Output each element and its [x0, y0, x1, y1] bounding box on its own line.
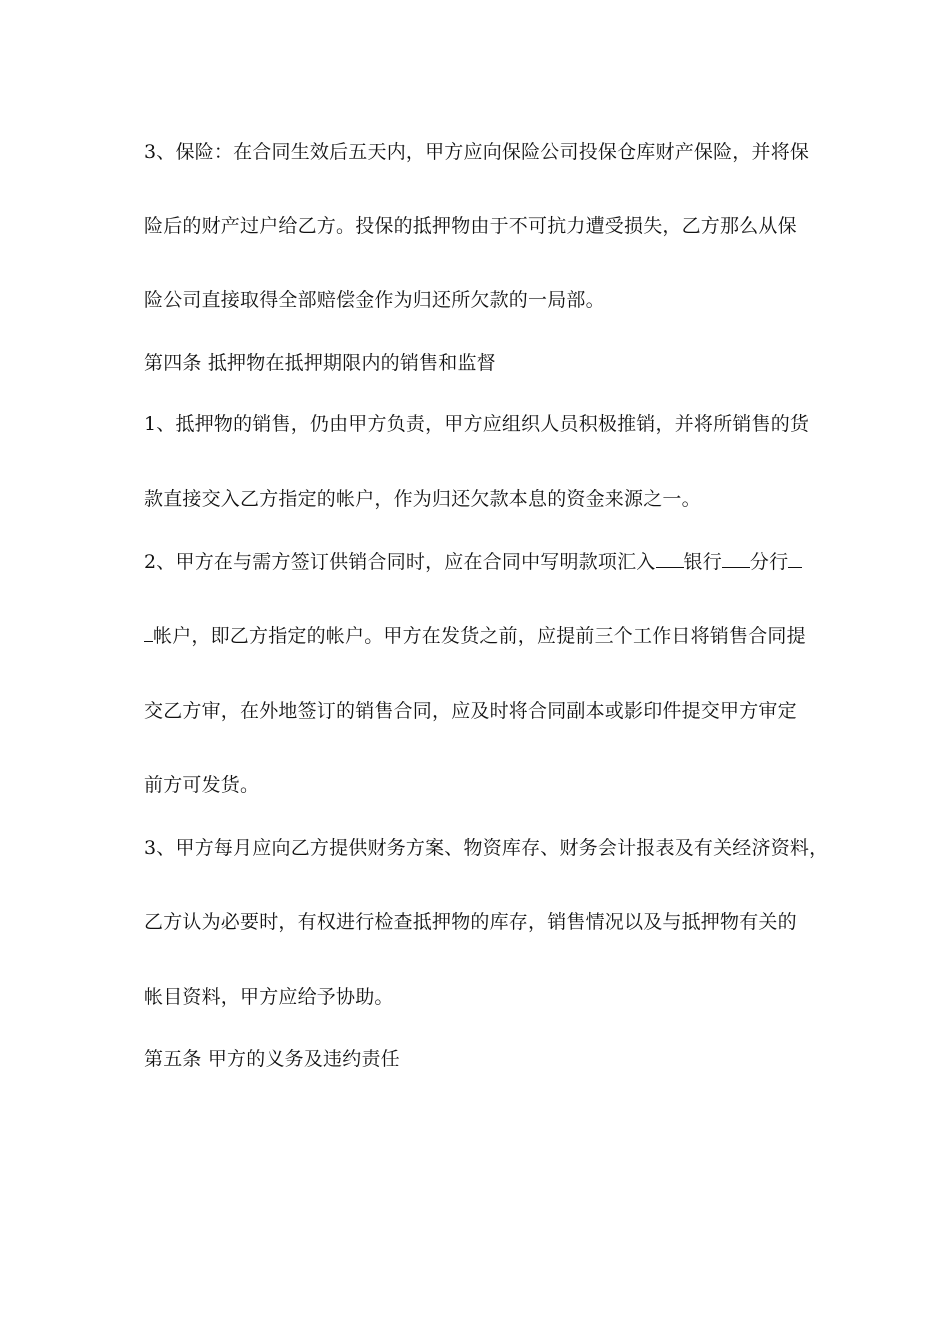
line-text: 、保险：在合同生效后五天内，甲方应向保险公司投保仓库财产保险，并将保: [156, 141, 810, 163]
line-text: 险公司直接取得全部赔偿金作为归还所欠款的一局部。: [144, 289, 605, 311]
article-5-heading: [144, 1045, 824, 1073]
article-4-item-3-line-3: [144, 983, 824, 1011]
heading-text: 第五条 甲方的义务及违约责任: [144, 1048, 400, 1070]
item-number: 3: [144, 837, 157, 859]
heading-text: 第四条 抵押物在抵押期限内的销售和监督: [144, 352, 496, 374]
item-number: 1: [144, 413, 157, 435]
line-text: 乙方认为必要时，有权进行检查抵押物的库存，销售情况以及与抵押物有关的: [144, 911, 797, 933]
line-text: 前方可发货。: [144, 774, 260, 796]
account-blank-start: [788, 548, 802, 568]
line-text: 交乙方审，在外地签订的销售合同，应及时将合同副本或影印件提交甲方审定: [144, 700, 797, 722]
bank-name-blank: [656, 548, 684, 568]
paragraph-3-insurance-line-1: [144, 138, 824, 166]
article-4-item-3-line-2: [144, 908, 824, 936]
article-4-item-1-line-1: [144, 410, 824, 438]
line-text: 银行: [683, 551, 722, 573]
article-4-item-2-line-3: [144, 697, 824, 725]
line-text: 帐户，即乙方指定的帐户。甲方在发货之前，应提前三个工作日将销售合同提: [153, 625, 806, 647]
article-4-item-1-line-2: [144, 485, 824, 513]
line-text: 款直接交入乙方指定的帐户，作为归还欠款本息的资金来源之一。: [144, 488, 701, 510]
line-text: 分行: [749, 551, 789, 573]
line-text: 、抵押物的销售，仍由甲方负责，甲方应组织人员积极推销，并将所销售的货: [156, 413, 810, 435]
article-4-item-2-line-1: [144, 548, 824, 576]
paragraph-3-insurance-line-3: [144, 286, 824, 314]
line-text: 、甲方在与需方签订供销合同时，应在合同中写明款项汇入: [156, 551, 656, 573]
line-text: 、甲方每月应向乙方提供财务方案、物资库存、财务会计报表及有关经济资料，: [156, 837, 829, 859]
paragraph-3-insurance-line-2: [144, 212, 824, 240]
article-4-heading: [144, 349, 824, 377]
item-number: 2: [144, 551, 157, 573]
article-4-item-2-line-4: [144, 771, 824, 799]
branch-name-blank: [722, 548, 750, 568]
article-4-item-2-line-2: [144, 622, 824, 650]
line-text: 帐目资料，甲方应给予协助。: [144, 986, 394, 1008]
article-4-item-3-line-1: [144, 834, 829, 862]
item-number: 3: [144, 141, 157, 163]
account-blank-end: [144, 622, 153, 642]
line-text: 险后的财产过户给乙方。投保的抵押物由于不可抗力遭受损失，乙方那么从保: [144, 215, 797, 237]
